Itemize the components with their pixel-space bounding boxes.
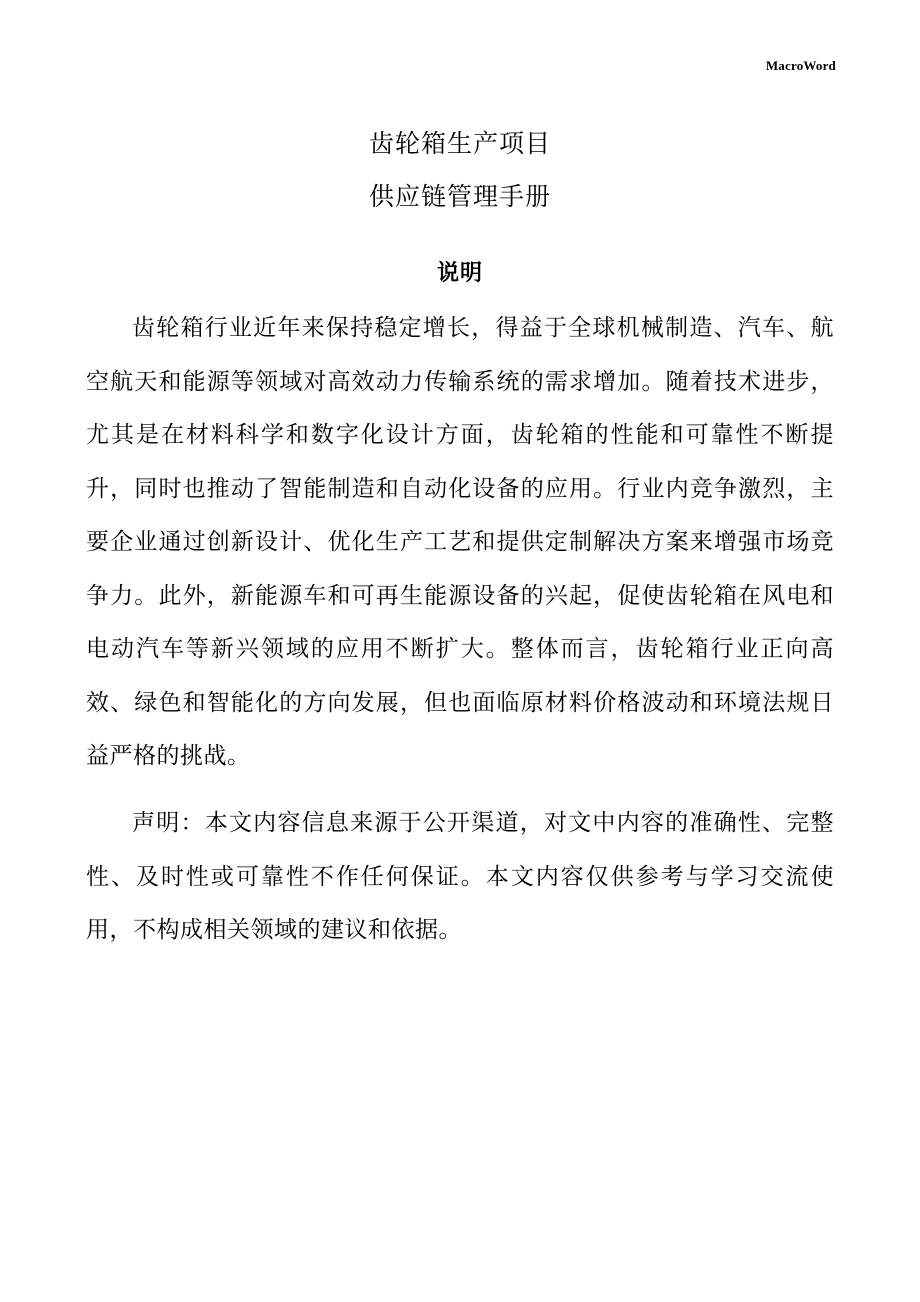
section-heading: 说明 [436,261,483,286]
header-brand: MacroWord [765,58,836,73]
document-title-line2: 供应链管理手册 [368,182,551,211]
document-title-line1: 齿轮箱生产项目 [368,129,551,158]
intro-paragraph: 齿轮箱行业近年来保持稳定增长，得益于全球机械制造、汽车、航空航天和能源等领域对高效动力传输系统的需求增加。随着技术进步，尤其是在材料科学和数字化设计方面，齿轮箱的性能和可靠性不断提升，同时也推动了智能制造和自动化设备的应用。行业内竞争激烈，主要企业通过创新设计、优化生产工艺和提供定制解决方案来增强市场竞争力。此外，新能源车和可再生能源设备的兴起，促使齿轮箱在风电和电动汽车等新兴领域的应用不断扩大。整体而言，齿轮箱行业正向高效、绿色和智能化的方向发展，但也面临原材料价格波动和环境法规日益严格的挑战。 [86,315,834,769]
disclaimer-paragraph: 声明：本文内容信息来源于公开渠道，对文中内容的准确性、完整性、及时性或可靠性不作任何保证。本文内容仅供参考与学习交流使用，不构成相关领域的建议和依据。 [86,810,834,943]
